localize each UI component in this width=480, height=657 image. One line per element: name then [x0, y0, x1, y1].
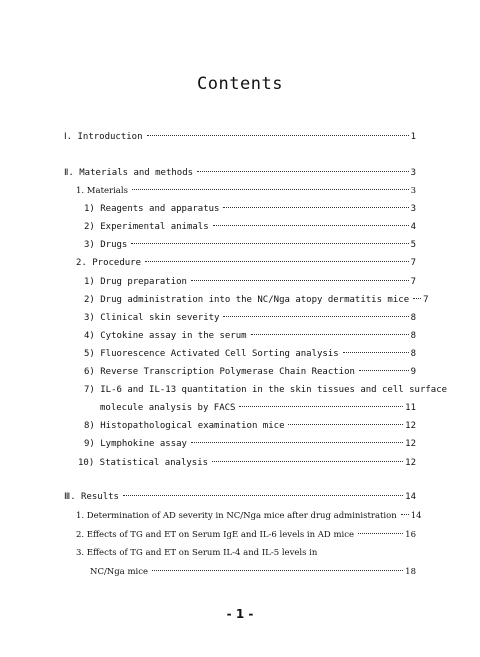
toc-leader — [145, 261, 409, 262]
toc-leader — [213, 225, 409, 226]
toc-entry-procedure[interactable] — [76, 257, 416, 269]
toc-entry-text: 8) Histopathological examination mice — [84, 421, 285, 431]
toc-leader — [223, 207, 408, 208]
toc-entry-text: 1) Reagents and apparatus — [84, 204, 220, 214]
toc-entry-drug-administration[interactable] — [84, 294, 429, 306]
toc-entry-reagents[interactable] — [84, 203, 416, 215]
toc-entry-statistical-analysis[interactable] — [78, 457, 416, 469]
toc-page-number: 7 — [410, 258, 416, 268]
toc-page-number: 14 — [405, 492, 416, 502]
toc-leader — [288, 424, 403, 425]
toc-entry-text: 1. Determination of AD severity in NC/Nga mice after drug administration — [76, 511, 397, 521]
toc-entry-text: 3) Drugs — [84, 240, 128, 250]
toc-leader — [223, 316, 408, 317]
toc-page-number: 12 — [405, 421, 416, 431]
toc-page-number: 4 — [410, 222, 416, 232]
toc-leader — [132, 189, 409, 190]
toc-leader — [413, 298, 421, 299]
toc-entry-facs-analysis[interactable] — [84, 348, 416, 360]
toc-page-number: 9 — [410, 367, 416, 377]
toc-leader — [147, 135, 409, 136]
toc-entry-text: 10) Statistical analysis — [78, 458, 209, 468]
toc-leader — [251, 334, 409, 335]
toc-entry-text: Ⅲ. Results — [64, 492, 119, 502]
toc-entry-text: 2) Drug administration into the NC/Nga atopy dermatitis mice — [84, 295, 410, 305]
toc-leader — [191, 280, 409, 281]
page-title: Contents — [197, 74, 283, 94]
toc-entry-text: Ⅱ. Materials and methods — [64, 168, 194, 178]
toc-entry-rt-pcr[interactable] — [84, 366, 416, 378]
toc-page-number: 7 — [410, 277, 416, 287]
toc-entry-text: 2. Procedure — [76, 258, 142, 268]
toc-entry-text: 1. Materials — [76, 186, 128, 196]
toc-leader — [123, 495, 403, 496]
toc-page-number: 3 — [410, 186, 416, 196]
toc-page-number: 12 — [405, 439, 416, 449]
toc-entry-text: 2) Experimental animals — [84, 222, 209, 232]
toc-entry-drugs[interactable] — [84, 239, 416, 251]
toc-leader — [239, 406, 403, 407]
toc-page-number: 8 — [410, 331, 416, 341]
toc-page-number: 5 — [410, 240, 416, 250]
toc-leader — [212, 461, 403, 462]
toc-page-number: 14 — [410, 511, 422, 521]
toc-entry-cytokine-assay[interactable] — [84, 330, 416, 342]
toc-entry-il4-il5-first-line[interactable]: 3. Effects of TG and ET on Serum IL-4 and IL-5 levels in — [76, 548, 318, 558]
toc-entry-materials[interactable] — [76, 185, 416, 197]
toc-leader — [191, 442, 403, 443]
toc-entry-text: 9) Lymphokine assay — [84, 439, 187, 449]
toc-entry-text: 1) Drug preparation — [84, 277, 187, 287]
toc-entry-lymphokine-assay[interactable] — [84, 438, 416, 450]
toc-entry-ad-severity[interactable] — [76, 510, 422, 522]
toc-entry-text: 2. Effects of TG and ET on Serum IgE and IL-6 levels in AD mice — [76, 530, 355, 540]
toc-page-number: 3 — [410, 204, 416, 214]
toc-leader — [343, 352, 409, 353]
toc-entry-il4-il5-continued[interactable] — [90, 566, 416, 578]
toc-entry-clinical-skin-severity[interactable] — [84, 312, 416, 324]
toc-page-number: 12 — [405, 458, 416, 468]
toc-entry-text: 5) Fluorescence Activated Cell Sorting analysis — [84, 349, 339, 359]
toc-entry-ige-il6-effects[interactable] — [76, 529, 416, 541]
toc-leader — [131, 243, 408, 244]
toc-page-number: 11 — [405, 403, 416, 413]
toc-leader — [197, 171, 409, 172]
toc-entry-text: 6) Reverse Transcription Polymerase Chain Reaction — [84, 367, 355, 377]
toc-leader — [401, 514, 409, 515]
toc-page-number: 8 — [410, 349, 416, 359]
toc-entry-experimental-animals[interactable] — [84, 221, 416, 233]
toc-page-number: 16 — [405, 530, 416, 540]
toc-entry-results[interactable] — [64, 491, 416, 503]
toc-entry-text: molecule analysis by FACS — [100, 403, 236, 413]
toc-entry-text: 4) Cytokine assay in the serum — [84, 331, 247, 341]
toc-page-number: 1 — [410, 132, 416, 142]
toc-entry-histopathological[interactable] — [84, 420, 416, 432]
toc-entry-il6-il13-continued[interactable] — [100, 402, 416, 414]
toc-page-number: 18 — [405, 567, 416, 577]
toc-entry-drug-preparation[interactable] — [84, 276, 416, 288]
toc-page-number: 8 — [410, 313, 416, 323]
toc-entry-il6-il13-first-line[interactable]: 7) IL-6 and IL-13 quantitation in the skin tissues and cell surface — [84, 385, 448, 395]
page-footer-number: - 1 - — [226, 607, 254, 621]
toc-entry-text: 3) Clinical skin severity — [84, 313, 220, 323]
toc-leader — [359, 370, 409, 371]
toc-entry-text: NC/Nga mice — [90, 567, 149, 577]
toc-entry-materials-and-methods[interactable] — [64, 167, 416, 179]
toc-leader — [152, 570, 403, 571]
toc-entry-text: Ⅰ. Introduction — [64, 132, 143, 142]
toc-entry-introduction[interactable] — [64, 131, 416, 143]
toc-leader — [358, 533, 403, 534]
toc-page-number: 3 — [410, 168, 416, 178]
toc-page-number: 7 — [423, 295, 429, 305]
